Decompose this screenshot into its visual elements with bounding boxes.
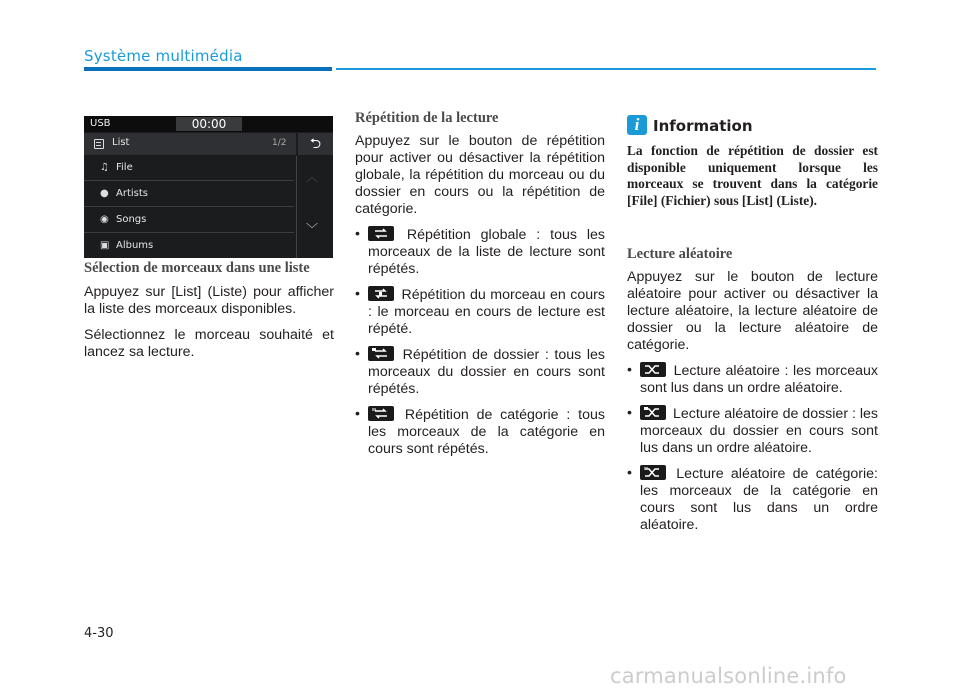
album-icon: ▣ [100,240,110,251]
bullet-repeat-category: • Répétition de catégorie : tous les morceaux de la catégorie en cours sont répétés. [355,406,605,457]
info-title: Information [653,117,753,135]
paragraph-list-instruction: Appuyez sur [List] (Liste) pour afficher la liste des morceaux disponibles. [84,284,334,317]
shuffle-icon [640,362,666,377]
header-rule-light [336,68,876,70]
screen-item-label: File [116,162,133,173]
bullet-text: Lecture aléatoire : les morceaux sont lus dans un ordre aléatoire. [640,363,878,396]
screen-status-bar [84,116,333,132]
bullet-shuffle: • Lecture aléatoire : les morceaux sont lus dans un ordre aléatoire. [627,362,878,396]
header-rule-dark [84,67,332,71]
shuffle-folder-icon [640,405,666,420]
page-number: 4-30 [84,626,114,641]
screen-item-label: Albums [116,240,154,251]
screen-list-item-songs[interactable] [84,208,294,233]
paragraph-shuffle-intro: Appuyez sur le bouton de lecture aléatoire pour activer ou désactiver la lecture aléatoire, la lecture aléatoire de dossier ou la lecture aléatoire de catégorie. [627,269,878,353]
screen-list-label: List [112,137,130,148]
usb-list-screen [84,116,333,258]
bullet-text: Répétition du morceau en cours : le morceau en cours de lecture est répété. [368,287,605,337]
scroll-down-icon[interactable]: ﹀ [306,222,319,236]
list-icon [94,139,104,149]
screen-list-header[interactable] [84,133,296,155]
scroll-up-icon[interactable]: ︿ [306,170,319,184]
screen-item-label: Artists [116,188,148,199]
repeat-one-icon [368,286,394,301]
back-button[interactable] [298,133,333,155]
person-icon: ● [100,188,109,199]
heading-repeat: Répétition de la lecture [355,110,499,126]
screen-list-item-artists[interactable] [84,182,294,207]
bullet-repeat-one: • Répétition du morceau en cours : le morceau en cours de lecture est répété. [355,286,605,337]
bullet-repeat-all: • Répétition globale : tous les morceaux de la liste de lecture sont répétés. [355,226,605,277]
bullet-text: Répétition de catégorie : tous les morceaux de la catégorie en cours sont répétés. [368,407,605,457]
heading-select-tracks: Sélection de morceaux dans une liste [84,260,310,276]
column-3-text [627,247,878,534]
screen-source-label: USB [90,118,111,129]
repeat-all-icon [368,226,394,241]
screen-scroll-divider [296,156,297,258]
paragraph-select-instruction: Sélectionnez le morceau souhaité et lancez sa lecture. [84,327,334,360]
screen-list-item-file[interactable] [84,156,294,181]
column-2-text [355,111,605,458]
info-note: La fonction de répétition de dossier est disponible uniquement lorsque les morceaux se trouvent dans la catégorie [File] (Fichier) sous [List] (Liste). [627,143,878,208]
bullet-shuffle-folder: • Lecture aléatoire de dossier : les morceaux du dossier en cours sont lus dans un ordre aléatoire. [627,405,878,456]
watermark: carmanualsonline.info [610,664,847,688]
heading-shuffle: Lecture aléatoire [627,246,733,262]
repeat-category-icon [368,406,394,421]
bullet-text: Lecture aléatoire de dossier : les morceaux du dossier en cours sont lus dans un ordre aléatoire. [640,406,878,456]
bullet-repeat-folder: • Répétition de dossier : tous les morceaux du dossier en cours sont répétés. [355,346,605,397]
paragraph-repeat-intro: Appuyez sur le bouton de répétition pour activer ou désactiver la répétition globale, la répétition du morceau ou du dossier en cours ou la répétition de catégorie. [355,133,605,217]
shuffle-category-icon [640,465,666,480]
screen-item-label: Songs [116,214,147,225]
bullet-text: Répétition globale : tous les morceaux de la liste de lecture sont répétés. [368,227,605,277]
bullet-text: Lecture aléatoire de catégorie: les morceaux de la catégorie en cours sont lus dans un ordre aléatoire. [640,466,878,533]
back-arrow-icon: ⮌ [309,136,322,152]
repeat-folder-icon [368,346,394,361]
info-icon: i [627,115,647,135]
bullet-shuffle-category: • Lecture aléatoire de catégorie: les morceaux de la catégorie en cours sont lus dans un ordre aléatoire. [627,465,878,533]
column-1-text [84,261,334,361]
music-note-icon: ♫ [100,162,109,173]
disc-icon: ◉ [100,214,109,225]
screen-clock: 00:00 [176,117,242,131]
screen-page-indicator: 1/2 [272,138,287,148]
screen-list-item-albums[interactable] [84,234,294,258]
bullet-text: Répétition de dossier : tous les morceaux du dossier en cours sont répétés. [368,347,605,397]
section-title: Système multimédia [84,47,243,65]
